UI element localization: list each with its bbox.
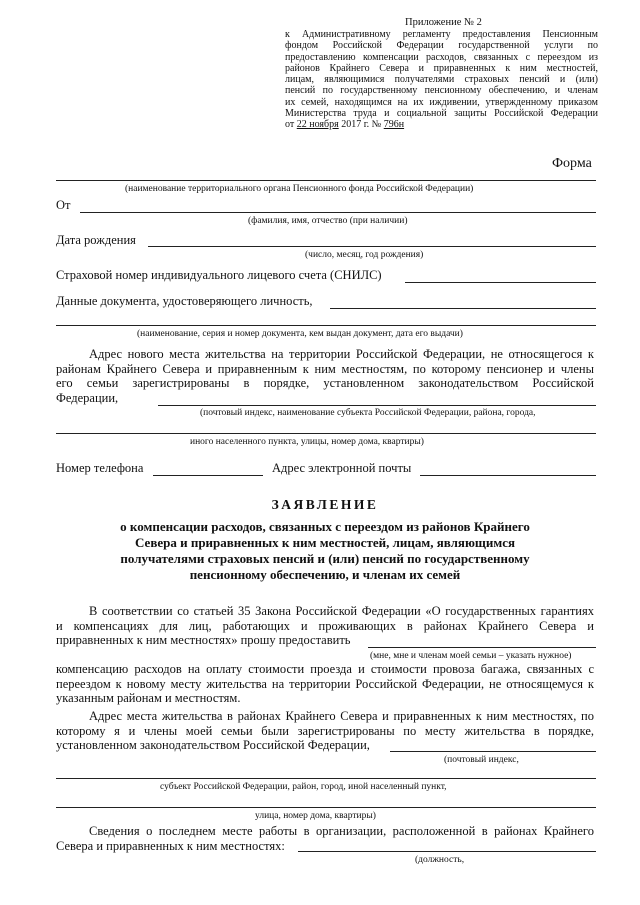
paragraph-line: Сведения о последнем месте работы в организации, расположенной в районах Крайнего — [89, 824, 594, 838]
recipients-field[interactable] — [368, 647, 596, 648]
subtitle-line: пенсионному обеспечению, и членам их семей — [189, 567, 461, 582]
paragraph-line: переездом к новому месту жительства на территории Российской Федерации, не относящемуся к — [56, 676, 594, 691]
fio-field[interactable] — [80, 212, 596, 213]
appendix-line: предоставлению компенсации расходов, связанных с переездом из — [285, 51, 598, 63]
north-address-caption3: улица, номер дома, квартиры) — [255, 811, 376, 821]
snils-field[interactable] — [405, 282, 596, 283]
new-address-field-line2[interactable] — [56, 433, 596, 434]
email-field[interactable] — [420, 475, 596, 476]
doc-caption: (наименование, серия и номер документа, кем выдан документ, дата его выдачи) — [137, 329, 463, 339]
body-paragraph-2 — [56, 662, 594, 706]
date-mid: 2017 г. № — [338, 119, 384, 131]
paragraph-line: его семьи зарегистрированы в порядке, установленном законодательством Российской — [56, 376, 594, 390]
body-paragraph-4 — [56, 824, 594, 853]
paragraph-line: Севера и приравненных к ним местностях: — [56, 838, 285, 853]
new-address-caption2: иного населенного пункта, улицы, номер дома, квартиры) — [190, 437, 424, 447]
north-address-field[interactable] — [390, 751, 596, 752]
order-date: 22 ноября — [296, 119, 339, 131]
paragraph-line: Адрес нового места жительства на территории Российской Федерации, не относящегося к — [89, 347, 594, 361]
email-label: Адрес электронной почты — [272, 461, 412, 475]
paragraph-line: которому я и члены моей семьи были зарегистрированы по месту жительства в порядке, — [56, 723, 594, 738]
phone-field[interactable] — [153, 475, 263, 476]
fio-caption: (фамилия, имя, отчество (при наличии) — [248, 216, 408, 226]
north-address-caption2: субъект Российской Федерации, район, город, иной населенный пункт, — [160, 782, 447, 792]
appendix-line: пенсий по государственному пенсионному обеспечению, и членам — [285, 85, 598, 97]
subtitle-line: Севера и приравненных к ним местностей, лицам, являющимся — [135, 535, 515, 550]
appendix-line: их семей, находящимся на их иждивении, утвержденному приказом — [285, 96, 598, 108]
appendix-date-line — [285, 119, 598, 130]
paragraph-line: Федерации, — [56, 390, 119, 405]
snils-label: Страховой номер индивидуального лицевого счета (СНИЛС) — [56, 268, 382, 282]
birth-caption: (число, месяц, год рождения) — [305, 250, 424, 260]
north-address-field-line2[interactable] — [56, 778, 596, 779]
doc-label: Данные документа, удостоверяющего личность, — [56, 294, 313, 308]
phone-label: Номер телефона — [56, 461, 144, 475]
appendix-title: Приложение № 2 — [405, 17, 482, 28]
appendix-line: районов Крайнего Севера и приравненных к ним местностей, — [285, 62, 598, 74]
birth-field[interactable] — [148, 246, 596, 247]
from-label: От — [56, 198, 71, 212]
appendix-description — [285, 29, 598, 131]
new-address-paragraph — [56, 347, 594, 405]
order-number: 796н — [383, 119, 405, 131]
appendix-line: к Административному регламенту предоставления Пенсионным — [285, 29, 598, 40]
organ-caption: (наименование территориального органа Пенсионного фонда Российской Федерации) — [125, 184, 474, 194]
north-address-field-line3[interactable] — [56, 807, 596, 808]
paragraph-line: установленном законодательством Российской Федерации, — [56, 738, 370, 752]
new-address-caption: (почтовый индекс, наименование субъекта Российской Федерации, района, города, — [200, 408, 536, 418]
paragraph-line: Адрес места жительства в районах Крайнего Севера и приравненных к ним местностях, по — [89, 709, 594, 723]
appendix-line: фондом Российской Федерации государственной услуги по — [285, 40, 598, 52]
statement-subtitle — [56, 519, 594, 583]
statement-title: ЗАЯВЛЕНИЕ — [271, 497, 379, 512]
body-paragraph-3 — [56, 709, 594, 753]
organ-field[interactable] — [56, 180, 596, 181]
workplace-field[interactable] — [298, 851, 596, 852]
body-paragraph-1 — [56, 604, 594, 648]
new-address-field[interactable] — [158, 405, 596, 406]
paragraph-line: В соответствии со статьей 35 Закона Российской Федерации «О государственных гарантиях — [89, 604, 594, 618]
doc-field-line2[interactable] — [56, 325, 596, 326]
date-prefix: от — [285, 119, 297, 131]
paragraph-line: компенсацию расходов на оплату стоимости проезда и стоимости провоза багажа, связанных с — [56, 662, 594, 676]
north-address-caption: (почтовый индекс, — [444, 755, 519, 765]
paragraph-line: районам Крайнего Севера и приравненным к ним местностям, по которому пенсионер и члены — [56, 361, 594, 376]
appendix-line: Министерства труда и социальной защиты Российской Федерации — [285, 108, 598, 120]
appendix-line: лицам, являющимися получателями страховых пенсий и (или) — [285, 74, 598, 86]
paragraph-line: указанным районам и местностям. — [56, 691, 241, 705]
paragraph-line: и компенсациях для лиц, работающих и проживающих в районах Крайнего Севера и — [56, 618, 594, 633]
recipients-caption: (мне, мне и членам моей семьи – указать нужное) — [370, 651, 572, 661]
doc-field[interactable] — [330, 308, 596, 309]
form-label: Форма — [552, 156, 592, 171]
subtitle-line: получателями страховых пенсий и (или) пенсий по государственному — [120, 551, 530, 566]
paragraph-line: приравненных к ним местностях» прошу предоставить — [56, 633, 351, 647]
subtitle-line: о компенсации расходов, связанных с переездом из районов Крайнего — [120, 519, 530, 534]
birth-label: Дата рождения — [56, 233, 136, 247]
workplace-caption: (должность, — [415, 855, 465, 865]
